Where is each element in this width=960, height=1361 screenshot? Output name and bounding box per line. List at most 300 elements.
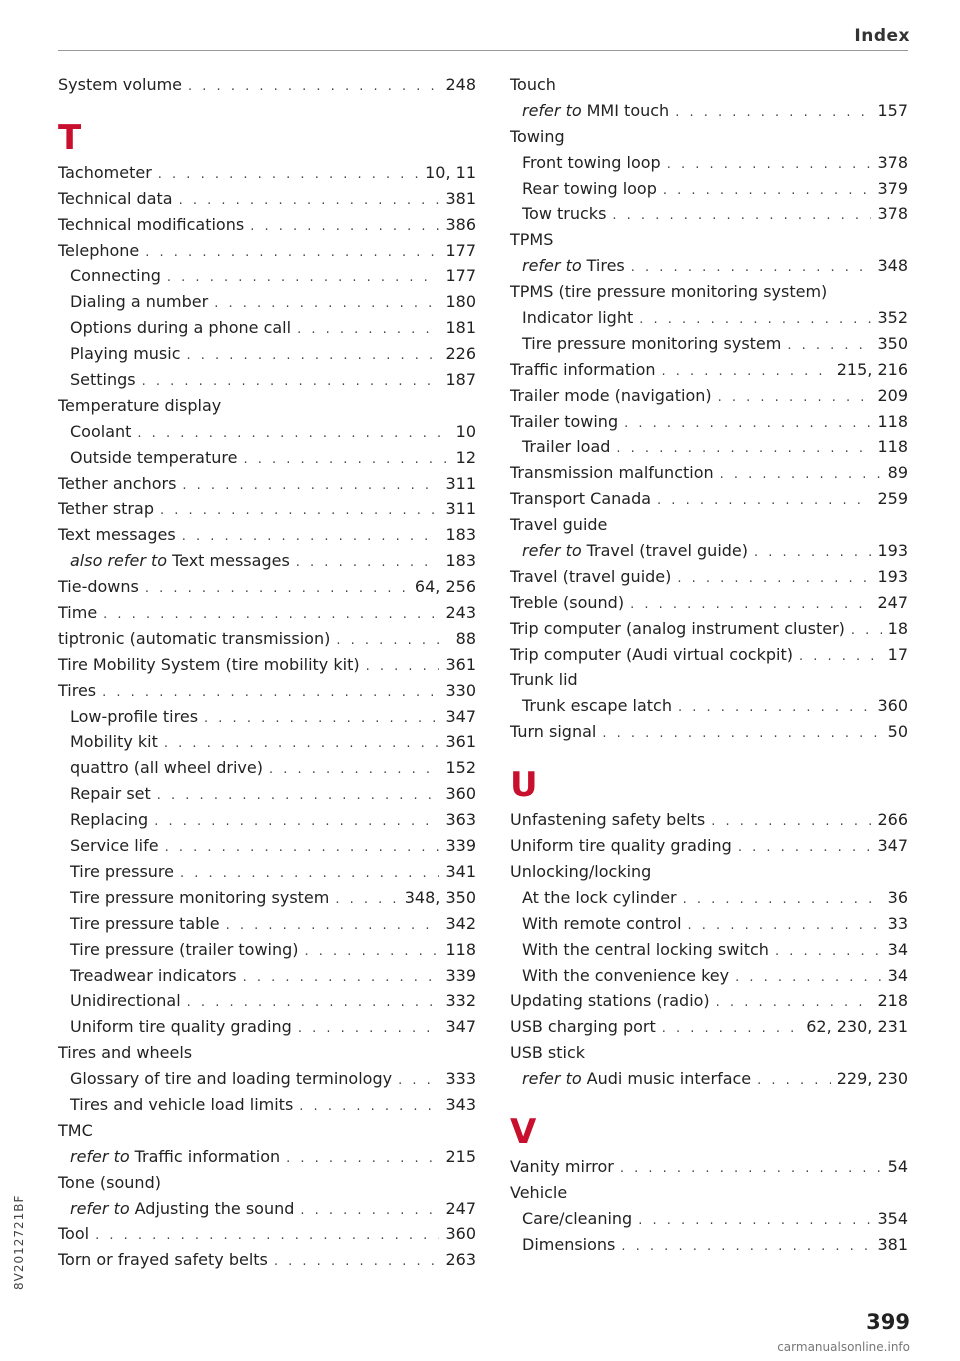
dot-leader (167, 265, 440, 291)
dot-leader (226, 913, 440, 939)
index-term-text: Tether strap (58, 499, 154, 519)
dot-leader (718, 385, 872, 411)
index-term (70, 1014, 292, 1040)
dot-leader (137, 421, 449, 447)
index-subentry (58, 859, 476, 885)
dot-leader (145, 576, 409, 602)
index-subentry (510, 331, 908, 357)
index-term-text: Tire pressure (trailer towing) (70, 939, 299, 959)
index-term-text: Low-profile tires (70, 706, 199, 726)
index-term-text: Coolant (70, 421, 132, 441)
index-subentry (510, 434, 908, 460)
index-subentry (510, 963, 908, 989)
index-term (58, 626, 330, 652)
index-term-text: Trunk lid (510, 670, 578, 690)
page-reference: 209 (877, 385, 908, 405)
page-reference: 187 (445, 370, 476, 390)
index-term (510, 859, 651, 885)
index-term (70, 419, 131, 445)
index-subentry (510, 98, 908, 124)
page-reference: 193 (877, 566, 908, 586)
index-entry (58, 1247, 476, 1273)
index-term (522, 201, 606, 227)
index-term-text: Trailer mode (navigation) (510, 385, 712, 405)
dot-leader (297, 317, 439, 343)
dot-leader (711, 809, 871, 835)
page-reference: 311 (445, 499, 476, 519)
page-reference: 36 (887, 887, 908, 907)
dot-leader (678, 695, 871, 721)
index-subentry (58, 833, 476, 859)
index-subentry (58, 937, 476, 963)
cross-reference-prefix: refer to (522, 1069, 582, 1089)
dot-leader (398, 1068, 439, 1094)
page-reference: 381 (445, 188, 476, 208)
index-term (70, 729, 158, 755)
dot-leader (851, 618, 882, 644)
index-term (510, 486, 651, 512)
header-rule (58, 50, 908, 51)
dot-leader (688, 913, 882, 939)
index-term (70, 988, 181, 1014)
index-term (58, 1221, 89, 1247)
dot-leader (657, 488, 871, 514)
index-entry (510, 590, 908, 616)
index-term (70, 315, 291, 341)
page-reference: 10, 11 (425, 162, 476, 182)
dot-leader (158, 162, 419, 188)
index-term (58, 1118, 93, 1144)
dot-leader (165, 835, 440, 861)
index-term-text: Tire pressure monitoring system (70, 887, 330, 907)
dot-leader (142, 369, 440, 395)
dot-leader (204, 706, 439, 732)
dot-leader (675, 100, 871, 126)
dot-leader (102, 680, 439, 706)
index-term-text: Vanity mirror (510, 1156, 614, 1176)
dot-leader (662, 1016, 800, 1042)
index-entry (58, 626, 476, 652)
index-entry (510, 460, 908, 486)
index-term (70, 263, 161, 289)
index-term (510, 590, 624, 616)
dot-leader (624, 411, 871, 437)
index-term-text: Torn or frayed safety belts (58, 1250, 268, 1270)
index-entry (58, 1221, 476, 1247)
index-term-text: Trailer towing (510, 411, 619, 431)
index-term (510, 833, 732, 859)
index-entry (510, 1154, 908, 1180)
page-reference: 343 (445, 1094, 476, 1114)
page-reference: 347 (877, 836, 908, 856)
dot-leader (154, 809, 439, 835)
index-term (58, 652, 360, 678)
index-term (70, 807, 148, 833)
page-reference: 247 (445, 1198, 476, 1218)
index-term (70, 445, 237, 471)
page-reference: 64, 256 (414, 577, 476, 597)
index-term (58, 574, 139, 600)
index-term-text: Touch (510, 75, 556, 94)
index-subentry (58, 419, 476, 445)
dot-leader (157, 783, 440, 809)
dot-leader (164, 731, 440, 757)
dot-leader (639, 307, 871, 333)
index-term-text: Playing music (70, 344, 181, 364)
dot-leader (95, 1223, 439, 1249)
dot-leader (300, 1198, 439, 1224)
index-term-text: Travel (travel guide) (510, 566, 672, 586)
page-reference: 379 (877, 178, 908, 198)
page-reference: 348 (877, 256, 908, 276)
page-reference: 118 (445, 939, 476, 959)
page-reference: 34 (887, 939, 908, 959)
index-entry (510, 1180, 908, 1206)
page-reference: 330 (445, 680, 476, 700)
index-entry (510, 719, 908, 745)
dot-leader (602, 721, 881, 747)
index-subentry (58, 1014, 476, 1040)
index-entry (58, 393, 476, 419)
dot-leader (612, 203, 871, 229)
index-subentry (58, 367, 476, 393)
index-term (58, 393, 221, 419)
index-term-text: Tie-downs (58, 577, 139, 597)
page-header-title: Index (854, 26, 910, 46)
dot-leader (366, 654, 440, 680)
page-reference: 333 (445, 1069, 476, 1089)
cross-reference-prefix: refer to (522, 256, 582, 276)
index-term-text: Travel (travel guide) (586, 541, 748, 561)
index-term-text: Time (58, 603, 98, 623)
index-term (522, 331, 781, 357)
index-term-text: Transmission malfunction (510, 463, 714, 483)
index-subentry (510, 693, 908, 719)
index-term (70, 341, 181, 367)
index-term (522, 963, 729, 989)
page-reference: 341 (445, 861, 476, 881)
index-term-text: Technical data (58, 188, 173, 208)
index-term (58, 1170, 161, 1196)
index-term (510, 227, 553, 253)
index-term-text: Tire pressure (70, 861, 174, 881)
index-entry (510, 512, 908, 538)
page-reference: 360 (445, 784, 476, 804)
dot-leader (336, 628, 449, 654)
index-term-text: MMI touch (586, 100, 670, 120)
watermark: carmanualsonline.info (777, 1340, 910, 1354)
index-entry (510, 988, 908, 1014)
index-term-text: Repair set (70, 784, 151, 804)
index-entry (58, 652, 476, 678)
dot-leader (145, 240, 439, 266)
index-term (58, 1247, 268, 1273)
index-subentry (510, 1206, 908, 1232)
index-term-text: Glossary of tire and loading terminology (70, 1069, 393, 1089)
index-term-text: With the central locking switch (522, 939, 769, 959)
index-term-text: Trip computer (Audi virtual cockpit) (510, 644, 793, 664)
index-subentry (58, 263, 476, 289)
index-subentry (58, 729, 476, 755)
index-subentry (510, 176, 908, 202)
page-reference: 248 (445, 75, 476, 94)
dot-leader (663, 178, 872, 204)
index-term (70, 937, 299, 963)
index-entry (510, 616, 908, 642)
page-reference: 62, 230, 231 (806, 1017, 908, 1037)
index-term (70, 781, 151, 807)
index-term (510, 1040, 585, 1066)
index-entry (58, 212, 476, 238)
index-subentry (58, 289, 476, 315)
index-entry (510, 409, 908, 435)
index-term-text: tiptronic (automatic transmission) (58, 628, 331, 648)
page-reference: 50 (887, 722, 908, 742)
index-entry (58, 574, 476, 600)
index-subentry (510, 538, 908, 564)
page-reference: 361 (445, 732, 476, 752)
page-reference: 360 (445, 1224, 476, 1244)
index-subentry (58, 704, 476, 730)
index-term (510, 1014, 656, 1040)
index-subentry (58, 1066, 476, 1092)
index-entry (510, 642, 908, 668)
index-term-text: Traffic information (510, 359, 656, 379)
index-column-right (510, 72, 908, 1258)
index-entry (510, 807, 908, 833)
index-entry (58, 1170, 476, 1196)
dot-leader (160, 498, 439, 524)
dot-leader (757, 1068, 831, 1094)
index-term (522, 253, 625, 279)
index-term (510, 988, 710, 1014)
index-term-text: Telephone (58, 240, 140, 260)
index-entry (58, 1040, 476, 1066)
cross-reference-prefix: refer to (522, 100, 582, 120)
index-term (510, 564, 671, 590)
index-term-text: Settings (70, 370, 136, 390)
index-term-text: Uniform tire quality grading (70, 1017, 292, 1037)
index-subentry (58, 807, 476, 833)
index-term-text: Tone (sound) (58, 1172, 161, 1192)
page-reference: 118 (877, 411, 908, 431)
dot-leader (621, 1234, 871, 1260)
index-term-text: Updating stations (radio) (510, 991, 710, 1011)
index-term (510, 642, 793, 668)
index-term (70, 367, 136, 393)
index-subentry (58, 1196, 476, 1222)
cross-reference-prefix: also refer to (70, 551, 168, 571)
index-entry (510, 1040, 908, 1066)
dot-leader (630, 592, 871, 618)
page-reference: 177 (445, 266, 476, 286)
page-reference: 218 (877, 991, 908, 1011)
index-term-text: USB charging port (510, 1017, 656, 1037)
dot-leader (616, 436, 871, 462)
index-subentry (58, 445, 476, 471)
index-term (70, 1066, 392, 1092)
section-letter: T (58, 117, 82, 158)
index-term (522, 911, 682, 937)
index-subentry (58, 548, 476, 574)
dot-leader (735, 965, 882, 991)
dot-leader (286, 1146, 439, 1172)
page-reference: 177 (445, 240, 476, 260)
page-reference: 363 (445, 810, 476, 830)
index-term-text: Tires and wheels (58, 1043, 193, 1063)
index-term-text: Indicator light (522, 308, 634, 328)
index-term-text: Service life (70, 836, 159, 856)
index-subentry (510, 1232, 908, 1258)
index-entry (58, 72, 476, 98)
index-term (58, 522, 176, 548)
page-reference: 381 (877, 1234, 908, 1254)
index-term-text: Tire pressure table (70, 913, 220, 933)
index-term-text: Trailer load (522, 437, 611, 457)
index-term-text: With remote control (522, 913, 682, 933)
index-term-text: Trunk escape latch (522, 696, 672, 716)
page-reference: 347 (445, 1017, 476, 1037)
page-reference: 347 (445, 706, 476, 726)
index-term (58, 160, 152, 186)
dot-leader (799, 644, 882, 670)
index-term (70, 963, 237, 989)
index-entry (58, 600, 476, 626)
dot-leader (720, 462, 882, 488)
page-reference: 342 (445, 913, 476, 933)
dot-leader (180, 861, 439, 887)
index-column-left (58, 72, 476, 1273)
dot-leader (638, 1208, 871, 1234)
dot-leader (298, 1016, 440, 1042)
document-code: 8V2012721BF (12, 1194, 26, 1290)
index-entry (58, 186, 476, 212)
page-reference: 193 (877, 541, 908, 561)
page-reference: 180 (445, 292, 476, 312)
index-entry (58, 1118, 476, 1144)
index-term-text: quattro (all wheel drive) (70, 758, 263, 778)
index-term (510, 279, 827, 305)
index-term-text: System volume (58, 75, 183, 94)
index-entry (58, 678, 476, 704)
index-term (70, 289, 208, 315)
index-term-text: Temperature display (58, 395, 222, 415)
dot-leader (738, 835, 872, 861)
index-subentry (58, 963, 476, 989)
index-subentry (58, 341, 476, 367)
page-reference: 88 (455, 628, 476, 648)
index-term (522, 305, 633, 331)
dot-leader (188, 74, 439, 100)
page-reference: 378 (877, 152, 908, 172)
index-subentry (58, 1144, 476, 1170)
index-term-text: Traffic information (134, 1146, 281, 1166)
index-term (510, 807, 705, 833)
index-entry (510, 486, 908, 512)
index-term-text: Tires and vehicle load limits (70, 1094, 294, 1114)
index-term (510, 1180, 567, 1206)
dot-leader (296, 550, 440, 576)
index-term (510, 1154, 614, 1180)
index-term (522, 885, 677, 911)
index-term-text: Tachometer (58, 162, 152, 182)
index-subentry (510, 305, 908, 331)
index-term-text: With the convenience key (522, 965, 730, 985)
index-subentry (58, 911, 476, 937)
index-entry (58, 496, 476, 522)
index-term-text: Tire Mobility System (tire mobility kit) (58, 654, 360, 674)
dot-leader (754, 540, 871, 566)
page-reference: 157 (877, 100, 908, 120)
page-reference: 181 (445, 318, 476, 338)
page-reference: 183 (445, 525, 476, 545)
dot-leader (179, 188, 440, 214)
page-reference: 229, 230 (836, 1069, 908, 1089)
index-term (522, 937, 769, 963)
index-term-text: TPMS (tire pressure monitoring system) (510, 282, 828, 302)
index-term (70, 1196, 294, 1222)
index-term (70, 885, 329, 911)
index-term-text: Tire pressure monitoring system (522, 333, 782, 353)
index-term (58, 1040, 192, 1066)
index-subentry (58, 315, 476, 341)
index-term (510, 124, 565, 150)
index-term-text: Care/cleaning (522, 1208, 633, 1228)
index-subentry (58, 755, 476, 781)
section-letter: U (510, 765, 538, 806)
index-entry (510, 227, 908, 253)
index-term (58, 600, 97, 626)
dot-leader (631, 255, 872, 281)
page-reference: 311 (445, 473, 476, 493)
index-term (510, 357, 656, 383)
dot-leader (103, 602, 439, 628)
index-term-text: Connecting (70, 266, 161, 286)
index-term (510, 460, 714, 486)
index-term-text: Technical modifications (58, 214, 245, 234)
index-term-text: Towing (510, 126, 565, 146)
index-term (70, 755, 263, 781)
index-term-text: Front towing loop (522, 152, 661, 172)
index-term-text: Travel guide (510, 515, 608, 535)
dot-leader (214, 291, 439, 317)
index-subentry (58, 988, 476, 1014)
cross-reference-prefix: refer to (522, 541, 582, 561)
index-term (58, 678, 96, 704)
index-subentry (510, 937, 908, 963)
index-term (510, 719, 596, 745)
page-reference: 386 (445, 214, 476, 234)
index-term (522, 98, 669, 124)
index-term-text: USB stick (510, 1043, 586, 1063)
index-term-text: Dimensions (522, 1234, 616, 1254)
index-entry (510, 72, 908, 98)
index-entry (510, 357, 908, 383)
page-reference: 360 (877, 696, 908, 716)
dot-leader (299, 1094, 439, 1120)
section-letter: V (510, 1111, 537, 1152)
page-reference: 332 (445, 991, 476, 1011)
index-subentry (510, 150, 908, 176)
page-reference: 12 (455, 447, 476, 467)
index-term-text: Vehicle (510, 1182, 568, 1202)
index-subentry (510, 201, 908, 227)
index-term (510, 72, 556, 98)
index-entry (510, 383, 908, 409)
index-term-text: Text messages (172, 551, 290, 571)
index-subentry (510, 911, 908, 937)
dot-leader (269, 757, 440, 783)
